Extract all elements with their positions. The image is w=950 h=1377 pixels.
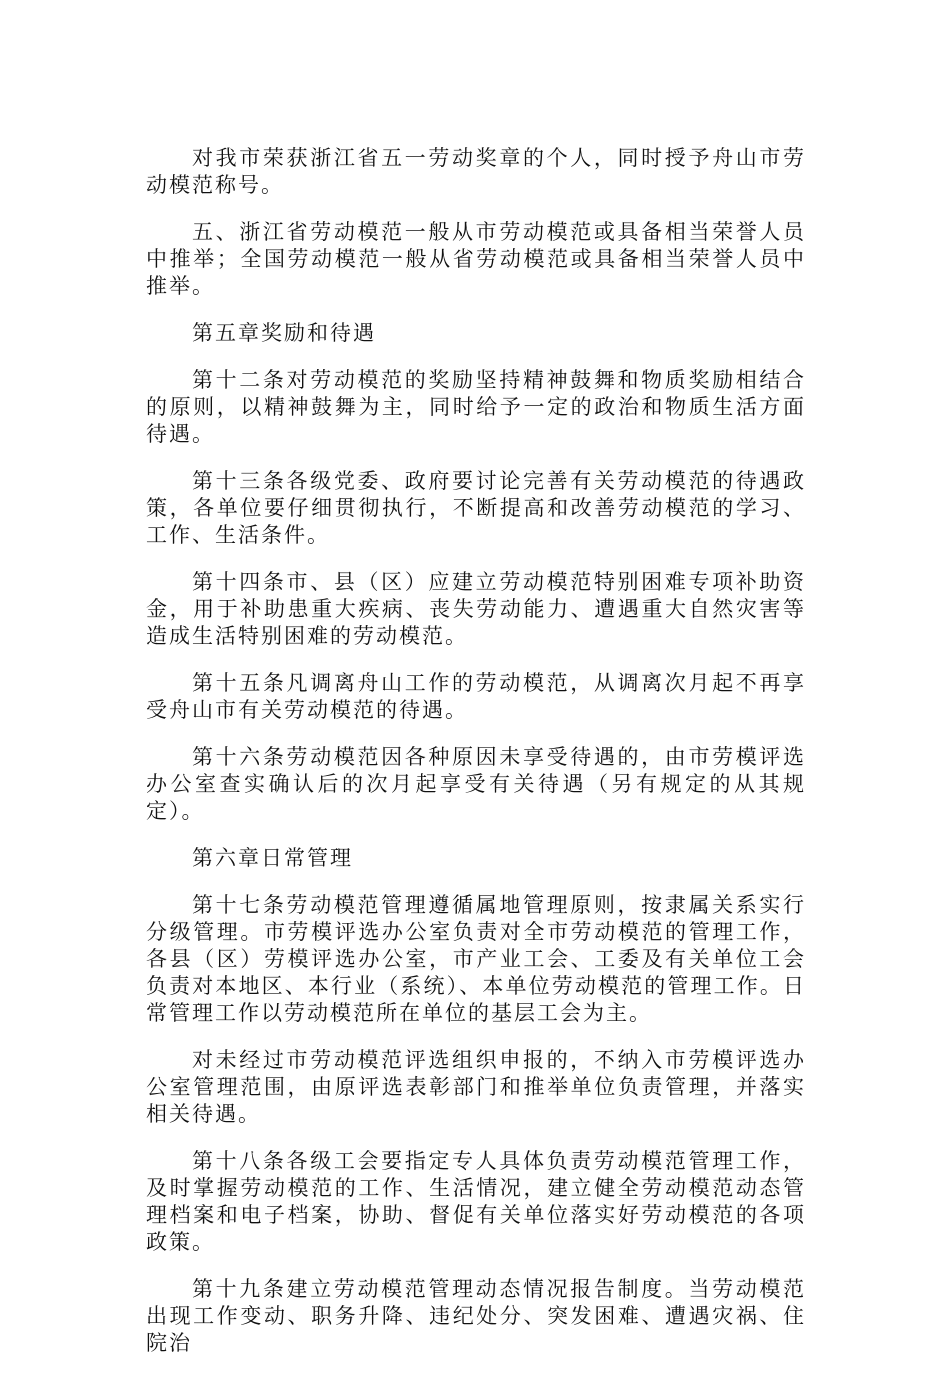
- document-body: [146, 145, 806, 1377]
- paragraph: 第十六条劳动模范因各种原因未享受待遇的，由市劳模评选办公室查实确认后的次月起享受有关待遇（另有规定的从其规定）。: [146, 745, 806, 823]
- paragraph: 对我市荣获浙江省五一劳动奖章的个人，同时授予舟山市劳动模范称号。: [146, 146, 806, 197]
- paragraph: 第十四条市、县（区）应建立劳动模范特别困难专项补助资金，用于补助患重大疾病、丧失劳动能力、遭遇重大自然灾害等造成生活特别困难的劳动模范。: [146, 570, 806, 648]
- paragraph: 第十八条各级工会要指定专人具体负责劳动模范管理工作，及时掌握劳动模范的工作、生活情况，建立健全劳动模范动态管理档案和电子档案，协助、督促有关单位落实好劳动模范的各项政策。: [146, 1149, 806, 1254]
- paragraph: 对未经过市劳动模范评选组织申报的，不纳入市劳模评选办公室管理范围，由原评选表彰部门和推举单位负责管理，并落实相关待遇。: [146, 1048, 806, 1126]
- paragraph: 五、浙江省劳动模范一般从市劳动模范或具备相当荣誉人员中推举；全国劳动模范一般从省劳动模范或具备相当荣誉人员中推举。: [146, 220, 806, 298]
- paragraph: 第十五条凡调离舟山工作的劳动模范，从调离次月起不再享受舟山市有关劳动模范的待遇。: [146, 671, 806, 722]
- chapter-heading: 第五章奖励和待遇: [192, 321, 376, 345]
- paragraph: 第十三条各级党委、政府要讨论完善有关劳动模范的待遇政策，各单位要仔细贯彻执行，不断提高和改善劳动模范的学习、工作、生活条件。: [146, 469, 806, 547]
- paragraph: 第十二条对劳动模范的奖励坚持精神鼓舞和物质奖励相结合的原则，以精神鼓舞为主，同时给予一定的政治和物质生活方面待遇。: [146, 368, 806, 446]
- paragraph: 第十九条建立劳动模范管理动态情况报告制度。当劳动模范出现工作变动、职务升降、违纪处分、突发困难、遭遇灾祸、住院治: [146, 1277, 806, 1355]
- chapter-heading: 第六章日常管理: [192, 846, 353, 870]
- paragraph: 第十七条劳动模范管理遵循属地管理原则，按隶属关系实行分级管理。市劳模评选办公室负责对全市劳动模范的管理工作，各县（区）劳模评选办公室，市产业工会、工委及有关单位工会负责对本地区、本行业（系统）、本单位劳动模范的管理工作。日常管理工作以劳动模范所在单位的基层工会为主。: [146, 893, 806, 1025]
